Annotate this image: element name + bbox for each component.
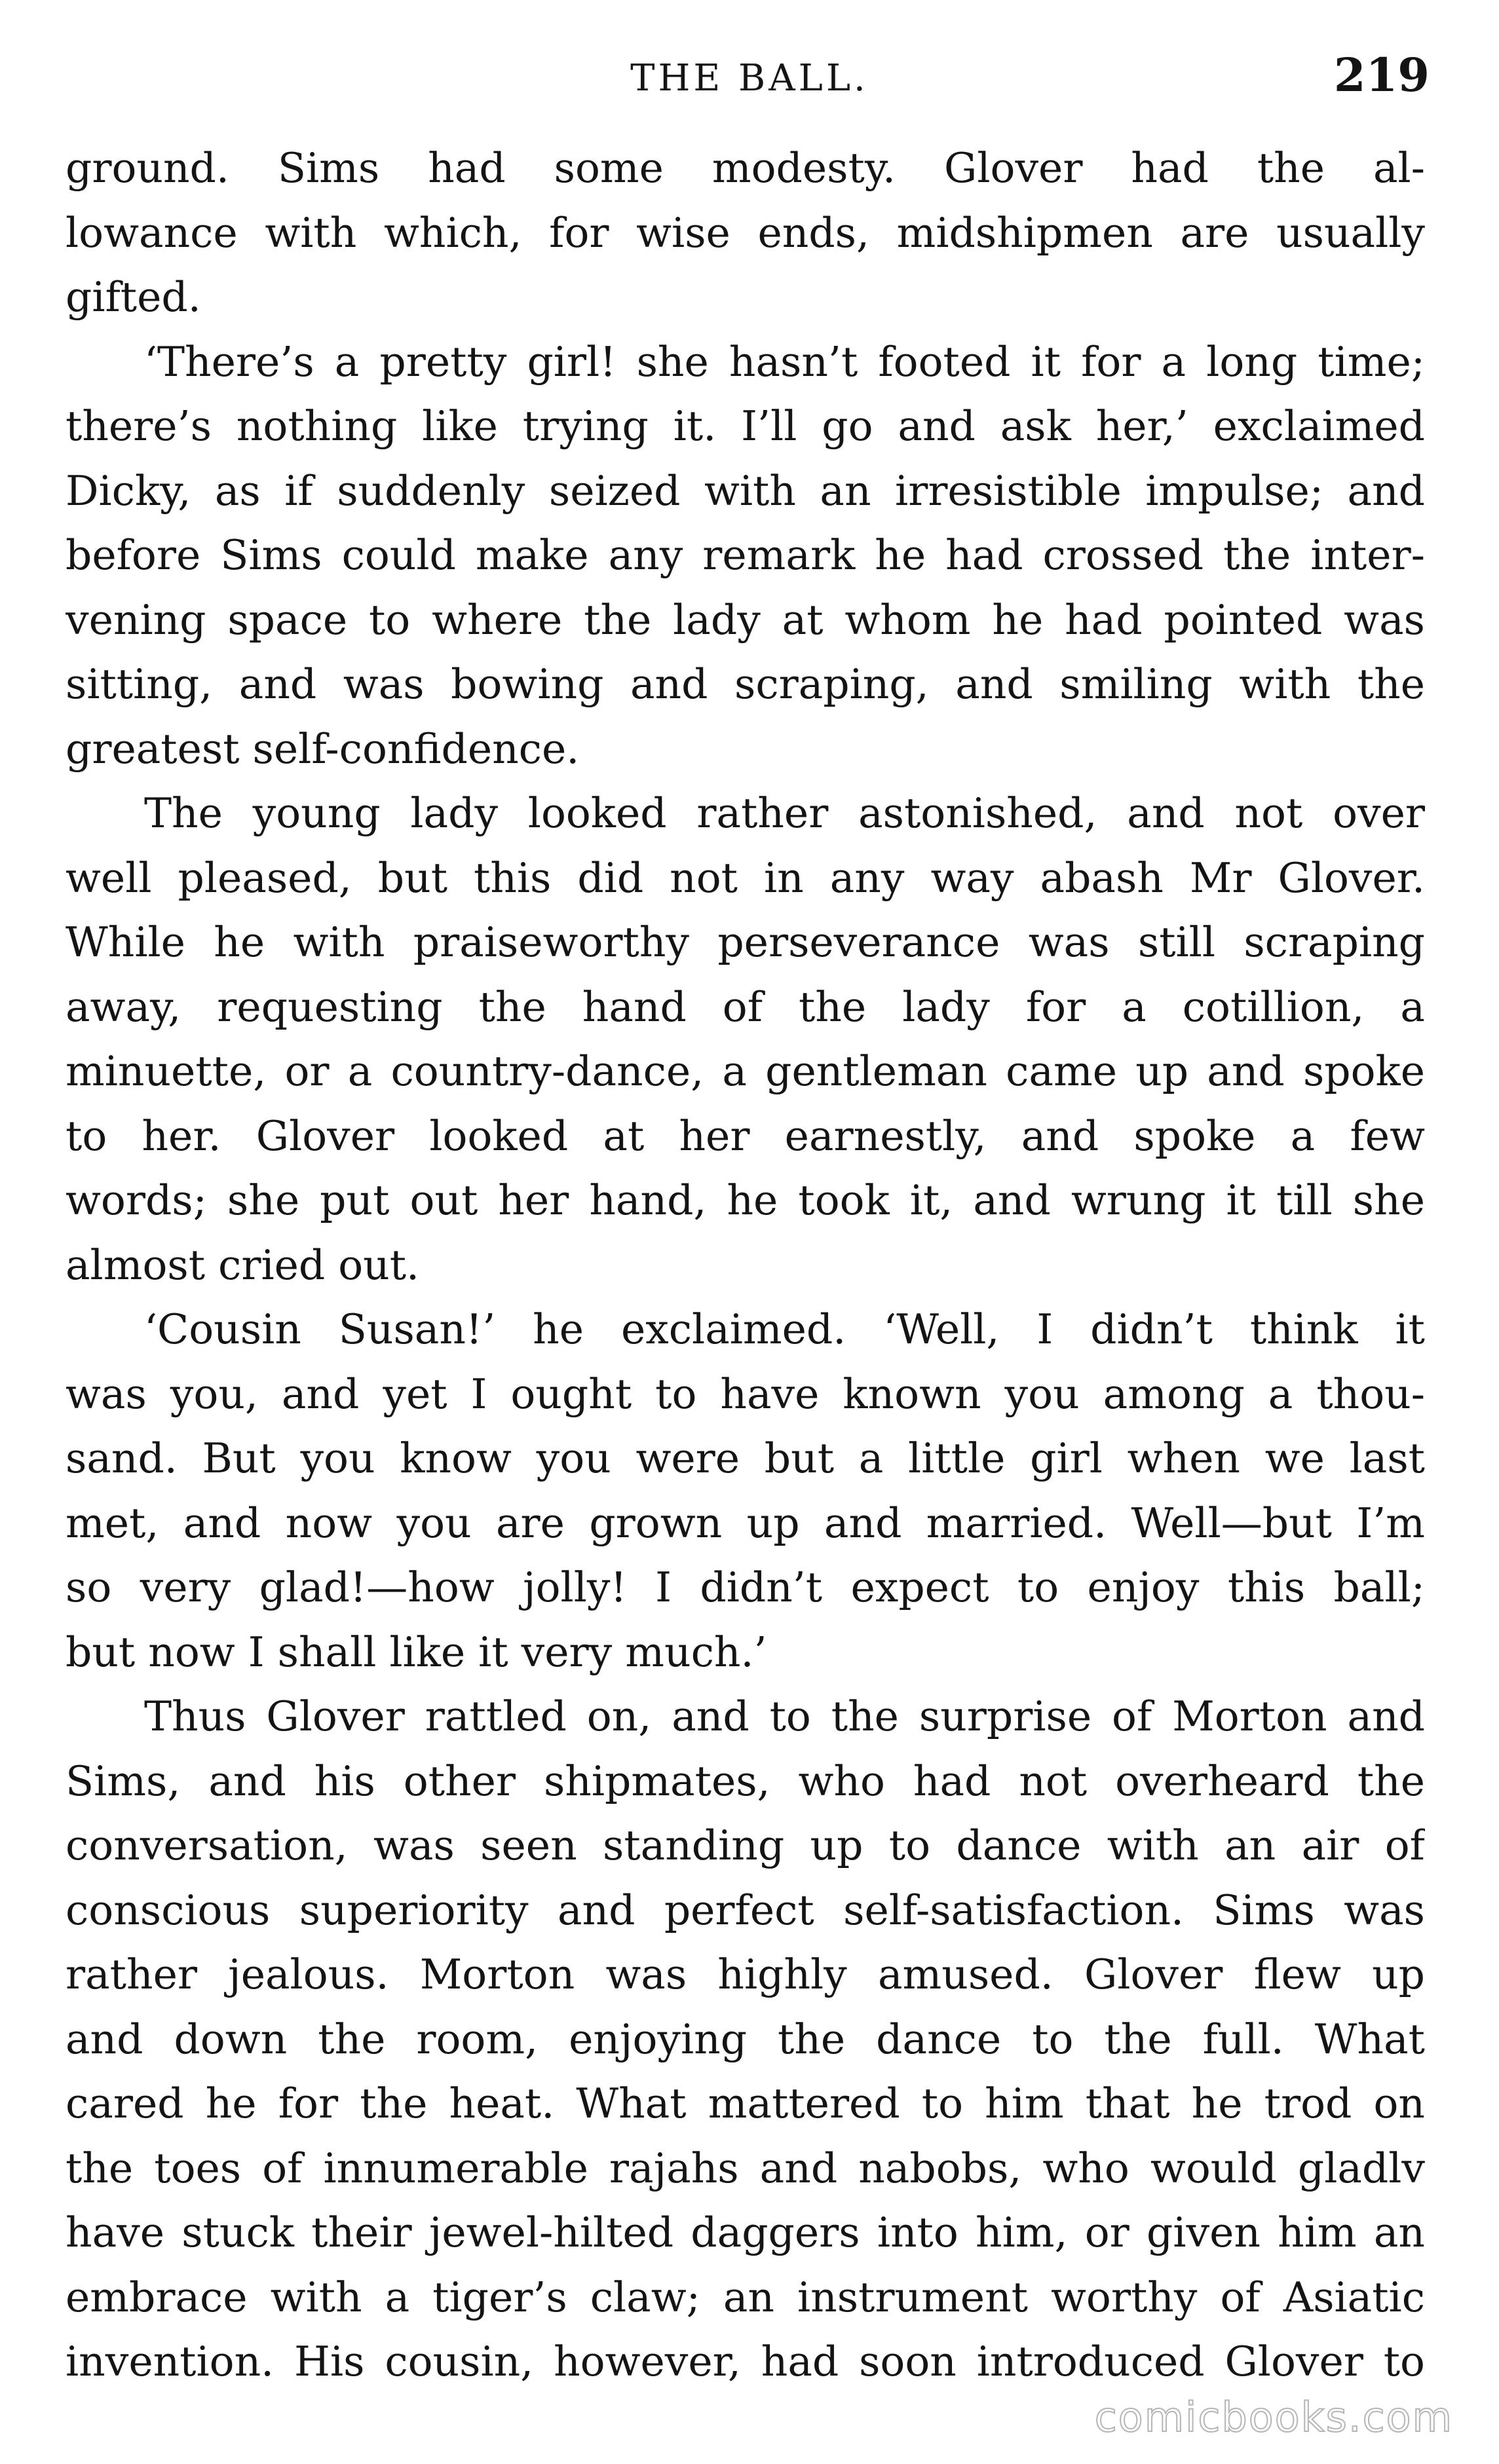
text-line: rather jealous. Morton was highly amused. Glover flew up (66, 1951, 1425, 1998)
text-line: words; she put out her hand, he took it, and wrung it till she (66, 1176, 1425, 1224)
text-line: Thus Glover rattled on, and to the surprise of Morton and (144, 1692, 1425, 1740)
text-line: almost cried out. (66, 1241, 420, 1289)
watermark: comicbooks.com (1094, 2393, 1453, 2441)
text-line: there’s nothing like trying it. I’ll go and ask her,’ exclaimed (66, 402, 1425, 450)
text-line: was you, and yet I ought to have known you among a thou- (66, 1370, 1425, 1418)
text-line: Sims, and his other shipmates, who had not overheard the (66, 1757, 1425, 1805)
text-line: invention. His cousin, however, had soon introduced Glover to (66, 2338, 1425, 2385)
text-line: vening space to where the lady at whom he had pointed was (66, 595, 1425, 644)
body-text (66, 136, 1425, 2395)
text-line: to her. Glover looked at her earnestly, and spoke a few (66, 1111, 1425, 1160)
text-line: ‘There’s a pretty girl! she hasn’t footed it for a long time; (144, 337, 1425, 386)
text-line: and down the room, enjoying the dance to the full. What (66, 2015, 1425, 2063)
text-line: lowance with which, for wise ends, midshipmen are usually (66, 208, 1425, 257)
text-line: have stuck their jewel-hilted daggers into him, or given him an (66, 2209, 1425, 2256)
text-line: ground. Sims had some modesty. Glover had the al- (66, 144, 1425, 192)
text-line: gifted. (66, 273, 201, 321)
page-number: 219 (1333, 48, 1430, 102)
paragraph (66, 330, 1425, 782)
text-line: greatest self-confidence. (66, 724, 580, 773)
text-line: While he with praiseworthy perseverance was still scraping (66, 918, 1425, 966)
text-line: The young lady looked rather astonished, and not over (144, 789, 1425, 837)
paragraph (66, 136, 1425, 330)
text-line: Dicky, as if suddenly seized with an irresistible impulse; and (66, 466, 1425, 515)
text-line: before Sims could make any remark he had crossed the inter- (66, 531, 1425, 579)
text-line: conversation, was seen standing up to dance with an air of (66, 1821, 1425, 1869)
text-line: sitting, and was bowing and scraping, and smiling with the (66, 660, 1425, 708)
text-line: met, and now you are grown up and married. Well—but I’m (66, 1499, 1425, 1547)
text-line: conscious superiority and perfect self-satisfaction. Sims was (66, 1886, 1425, 1934)
paragraph (66, 781, 1425, 1297)
text-line: away, requesting the hand of the lady for a cotillion, a (66, 982, 1425, 1031)
text-line: well pleased, but this did not in any way abash Mr Glover. (66, 853, 1425, 902)
text-line: but now I shall like it very much.’ (66, 1628, 767, 1676)
text-line: cared he for the heat. What mattered to him that he trod on (66, 2080, 1425, 2127)
text-line: sand. But you know you were but a little girl when we last (66, 1434, 1425, 1482)
text-line: minuette, or a country-dance, a gentleman came up and spoke (66, 1047, 1425, 1095)
text-line: embrace with a tiger’s claw; an instrument worthy of Asiatic (66, 2273, 1425, 2321)
paragraph (66, 1297, 1425, 1685)
running-title: THE BALL. (630, 57, 869, 100)
text-line: ‘Cousin Susan!’ he exclaimed. ‘Well, I didn’t think it (144, 1305, 1425, 1353)
text-line: so very glad!—how jolly! I didn’t expect to enjoy this ball; (66, 1563, 1425, 1611)
paragraph (66, 1685, 1425, 2395)
text-line: the toes of innumerable rajahs and nabobs, who would gladlv (66, 2144, 1425, 2192)
